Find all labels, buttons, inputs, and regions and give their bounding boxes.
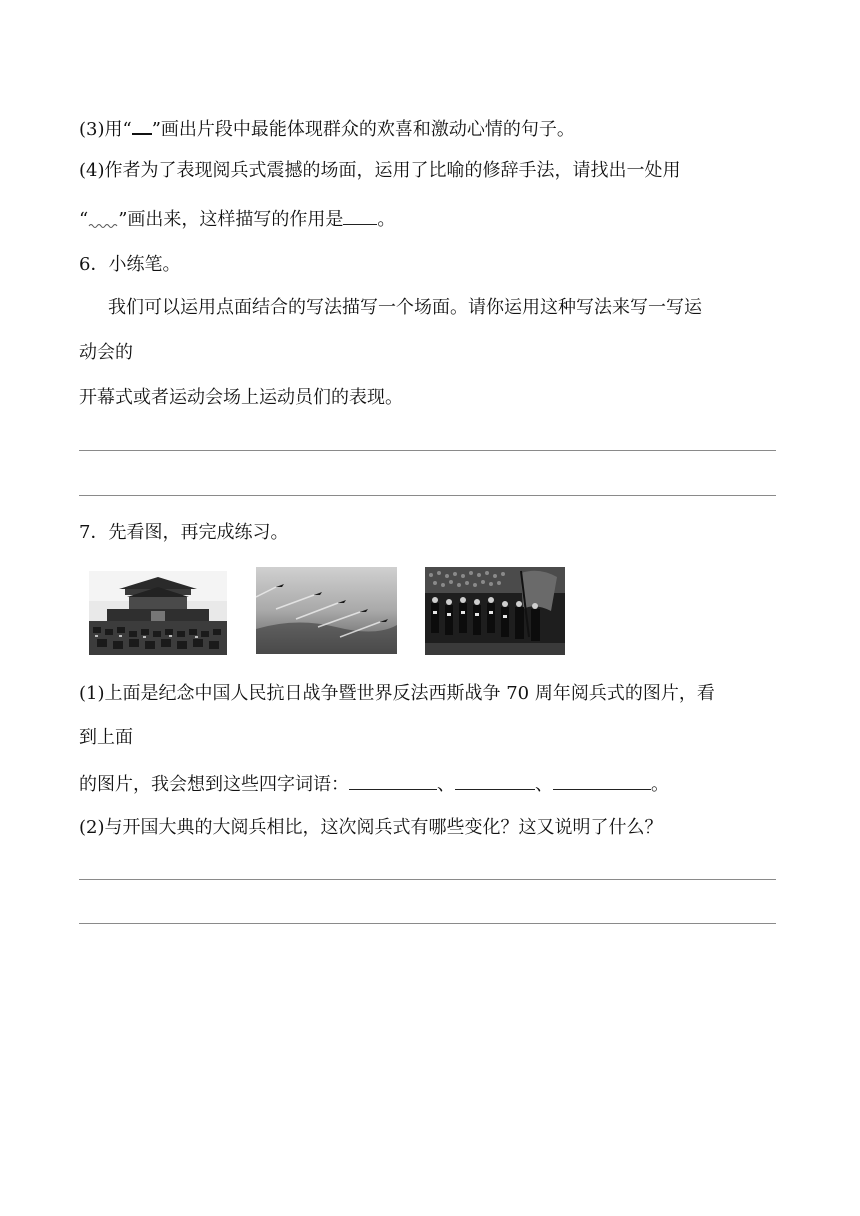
q5-item4-line2-prefix: “	[79, 209, 89, 230]
q7-word-blank-1[interactable]	[349, 771, 437, 790]
q6-heading: 6．小练笔。	[79, 254, 181, 275]
q7-item1-line1: (1)上面是纪念中国人民抗日战争暨世界反法西斯战争 70 周年阅兵式的图片，看	[79, 683, 715, 704]
q7-item1-line2: 到上面	[79, 727, 133, 748]
thick-underline-marker	[132, 115, 152, 135]
q7-item1-end: 。	[651, 774, 669, 795]
q5-item4-line2	[79, 206, 395, 232]
q7-word-blank-2[interactable]	[455, 771, 535, 790]
q7-item1-sep2: 、	[535, 774, 553, 795]
q5-item3-prefix: (3)用“	[79, 119, 132, 140]
q7-answer-line-1[interactable]	[79, 879, 776, 880]
q7-item1-line3-prefix: 的图片，我会想到这些四字词语：	[79, 774, 349, 795]
q6-body-line1: 我们可以运用点面结合的写法描写一个场面。请你运用这种写法来写一写运	[108, 297, 702, 318]
tiananmen-parade-photo	[89, 571, 227, 655]
q5-item3-suffix: ”画出片段中最能体现群众的欢喜和激动心情的句子。	[151, 119, 575, 140]
q7-word-blank-3[interactable]	[553, 771, 651, 790]
q7-item1-line3	[79, 771, 669, 797]
marching-soldiers-flag-photo	[425, 567, 565, 655]
q6-body-line2: 动会的	[79, 342, 133, 363]
q7-answer-line-2[interactable]	[79, 923, 776, 924]
q7-heading: 7．先看图，再完成练习。	[79, 522, 289, 543]
q6-answer-line-2[interactable]	[79, 495, 776, 496]
q5-item4-line1: (4)作者为了表现阅兵式震撼的场面，运用了比喻的修辞手法，请找出一处用	[79, 160, 681, 181]
q6-answer-line-1[interactable]	[79, 450, 776, 451]
q5-item3	[79, 115, 575, 142]
q7-item1-sep1: 、	[437, 774, 455, 795]
q7-item2: (2)与开国大典的大阅兵相比，这次阅兵式有哪些变化？这又说明了什么？	[79, 817, 663, 838]
q5-item4-answer-blank[interactable]	[343, 206, 377, 225]
fighter-jets-formation-photo	[256, 567, 397, 654]
q5-item4-line2-end: 。	[377, 209, 396, 230]
q5-item4-line2-suffix: ”画出来，这样描写的作用是	[118, 209, 344, 230]
wavy-underline-marker	[88, 207, 118, 225]
q6-body-line3: 开幕式或者运动会场上运动员们的表现。	[79, 387, 403, 408]
